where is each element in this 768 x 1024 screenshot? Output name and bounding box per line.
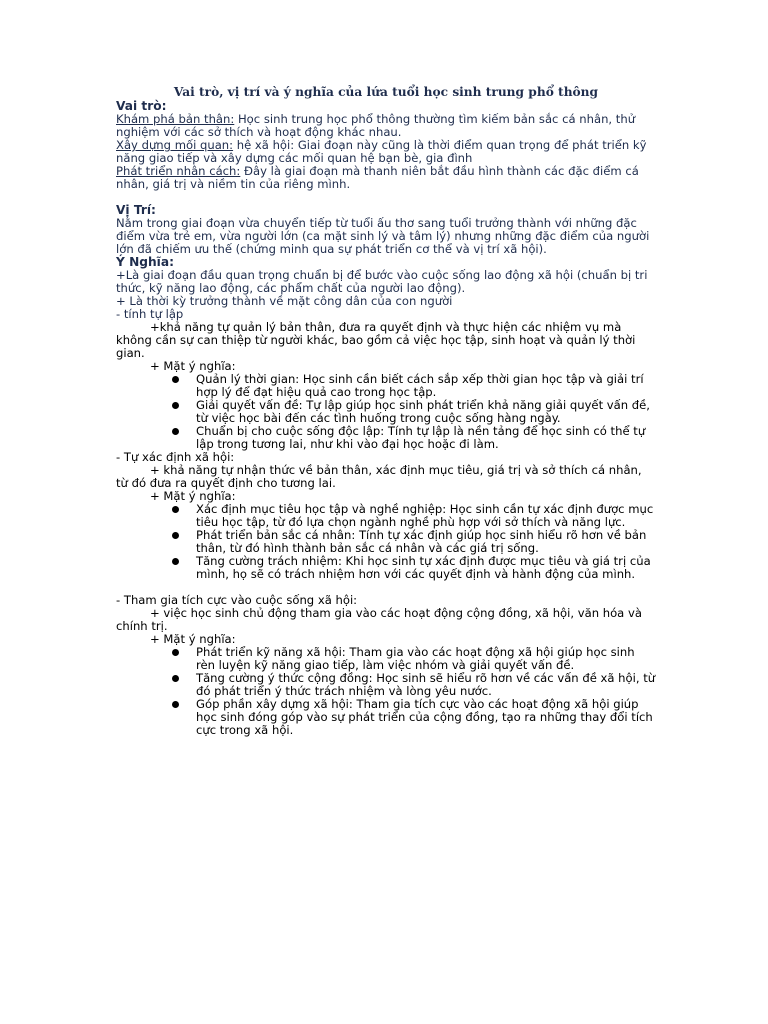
section-desc xyxy=(116,464,656,490)
y-nghia-line: + Là thời kỳ trưởng thành về mặt công dân của con người xyxy=(116,294,453,308)
section-desc-text: + việc học sinh chủ động tham gia vào các hoạt động cộng đồng, xã hội, văn hóa và chính trị. xyxy=(116,606,642,633)
vai-tro-item-text: hệ xã hội: Giai đoạn này cũng là thời điểm quan trọng để phát triển kỹ năng giao tiếp và xây dựng các mối quan hệ bạn bè, gia đình xyxy=(116,138,647,165)
vai-tro-item-label: Phát triển nhân cách: xyxy=(116,164,241,178)
vai-tro-item-label: Xây dựng mối quan: xyxy=(116,138,234,152)
spacer xyxy=(116,191,656,204)
vai-tro-item xyxy=(116,139,656,165)
list-item: Phát triển kỹ năng xã hội: Tham gia vào các hoạt động xã hội giúp học sinh rèn luyện kỹ năng giao tiếp, làm việc nhóm và giải quyết vấn đề. xyxy=(170,646,656,672)
bullet-list xyxy=(116,373,656,451)
section-desc-text: +khả năng tự quản lý bản thân, đưa ra quyết định và thực hiện các nhiệm vụ mà không cần sự can thiệp từ người khác, bao gồm cả việc học tập, sinh hoạt và quản lý thời gian. xyxy=(116,320,636,360)
section-title: - Tham gia tích cực vào cuộc sống xã hội: xyxy=(116,593,358,607)
list-item: Góp phần xây dựng xã hội: Tham gia tích cực vào các hoạt động xã hội giúp học sinh đóng góp vào sự phát triển của cộng đồng, tạo ra những thay đổi tích cực trong xã hội. xyxy=(170,698,656,737)
bullet-list xyxy=(116,646,656,737)
y-nghia-line: +Là giai đoạn đầu quan trọng chuẩn bị để bước vào cuộc sống lao động xã hội (chuẩn bị tri thức, kỹ năng lao động, các phẩm chất của người lao động). xyxy=(116,268,648,295)
list-item: Quản lý thời gian: Học sinh cần biết cách sắp xếp thời gian học tập và giải trí hợp lý để đạt hiệu quả cao trong học tập. xyxy=(170,373,656,399)
mat-y-nghia-label: + Mặt ý nghĩa: xyxy=(150,632,236,646)
list-item: Giải quyết vấn đề: Tự lập giúp học sinh phát triển khả năng giải quyết vấn đề, từ việc học bài đến các tình huống trong cuộc sống hàng ngày. xyxy=(170,399,656,425)
vai-tro-item-text: Đây là giai đoạn mà thanh niên bắt đầu hình thành các đặc điểm cá nhân, giá trị và niềm tin của riêng mình. xyxy=(116,164,639,191)
list-item: Tăng cường trách nhiệm: Khi học sinh tự xác định được mục tiêu và giá trị của mình, họ sẽ có trách nhiệm hơn với các quyết định và hành động của mình. xyxy=(170,555,656,581)
mat-y-nghia-label: + Mặt ý nghĩa: xyxy=(150,359,236,373)
vai-tro-item-text: Học sinh trung học phổ thông thường tìm kiếm bản sắc cá nhân, thử nghiệm với các sở thích và hoạt động khác nhau. xyxy=(116,112,636,139)
vi-tri-text: Nằm trong giai đoạn vừa chuyển tiếp từ tuổi ấu thơ sang tuổi trưởng thành với những đặc điểm vừa trẻ em, vừa người lớn (ca mặt sinh lý và tâm lý) nhưng những đặc điểm của người lớn đã chiếm ưu thế (chứng minh qua sự phát triển cơ thể và vị trí xã hội). xyxy=(116,216,650,256)
list-item: Phát triển bản sắc cá nhân: Tính tự xác định giúp học sinh hiểu rõ hơn về bản thân, từ đó hình thành bản sắc cá nhân và các giá trị sống. xyxy=(170,529,656,555)
section-desc xyxy=(116,321,656,360)
section-desc-text: + khả năng tự nhận thức về bản thân, xác định mục tiêu, giá trị và sở thích cá nhân, từ đó đưa ra quyết định cho tương lai. xyxy=(116,463,642,490)
section-title: - Tự xác định xã hội: xyxy=(116,450,235,464)
vai-tro-item xyxy=(116,165,656,191)
vai-tro-item-label: Khám phá bản thân: xyxy=(116,112,235,126)
vai-tro-item xyxy=(116,113,656,139)
section-desc xyxy=(116,607,656,633)
list-item: Xác định mục tiêu học tập và nghề nghiệp: Học sinh cần tự xác định được mục tiêu học tập, từ đó lựa chọn ngành nghề phù hợp với sở thích và năng lực. xyxy=(170,503,656,529)
bullet-list xyxy=(116,503,656,581)
vai-tro-heading: Vai trò: xyxy=(116,99,167,113)
y-nghia-heading: Ý Nghĩa: xyxy=(116,255,174,269)
document-title: Vai trò, vị trí và ý nghĩa của lứa tuổi học sinh trung phổ thông xyxy=(173,85,599,99)
vi-tri-heading: Vị Trí: xyxy=(116,203,156,217)
mat-y-nghia-label: + Mặt ý nghĩa: xyxy=(150,489,236,503)
list-item: Chuẩn bị cho cuộc sống độc lập: Tính tự lập là nền tảng để học sinh có thể tự lập trong tương lai, như khi vào đại học hoặc đi làm. xyxy=(170,425,656,451)
list-item: Tăng cường ý thức cộng đồng: Học sinh sẽ hiểu rõ hơn về các vấn đề xã hội, từ đó phát triển ý thức trách nhiệm và lòng yêu nước. xyxy=(170,672,656,698)
section-title: - tính tự lập xyxy=(116,307,184,321)
document-content xyxy=(116,86,656,737)
